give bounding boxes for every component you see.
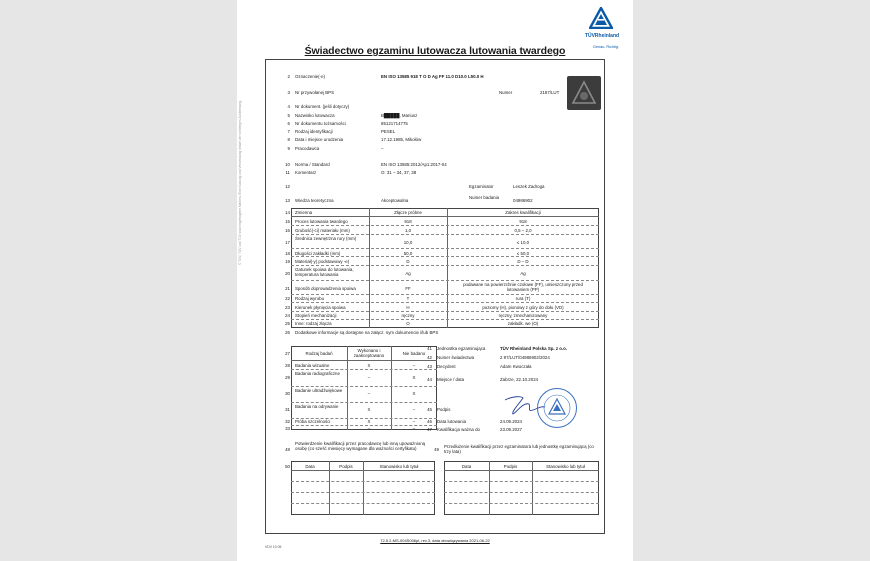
side-note: © TÜV, TÜV und TÜV sind eingetragene Marken. Eine Nutzung und Verwendung bedarf der vorherigen Zustimmung.	[238, 100, 242, 265]
row-number: 31	[285, 407, 290, 412]
param-variable: Proces lutowania twardego	[295, 219, 348, 224]
row-number: 12	[285, 184, 290, 189]
test-notdone-header: Nie badano	[402, 351, 426, 356]
param-sample: 50,0	[403, 251, 413, 256]
param-variable: Kierunek płynięcia spoiwa	[295, 305, 346, 310]
test-notdone: –	[412, 426, 416, 431]
test-notdone: –	[412, 407, 416, 412]
brazing-date-value: 24.09.2024	[500, 419, 522, 424]
row-number: 20	[285, 271, 290, 276]
test-done: –	[367, 375, 371, 380]
row-number: 18	[285, 251, 290, 256]
param-range: podawane na powierzchnie czołowe (FF), umieszczony przed lutowaniem (PP)	[463, 282, 583, 292]
row-number: 8	[287, 137, 290, 142]
test-done: X	[367, 407, 371, 412]
test-notdone: X	[412, 375, 416, 380]
position-column-header: Stanowisko lub tytuł	[379, 464, 419, 469]
signature-column-header: Podpis	[339, 464, 353, 469]
param-variable: Sposób doprowadzenia spoiwa	[295, 286, 356, 291]
param-range: ręczny, zmechanizowany	[498, 313, 548, 318]
row-number: 41	[427, 346, 432, 351]
row-number: 48	[285, 447, 290, 452]
body-label: Miejsce / data	[437, 377, 465, 382]
param-variable: Inne: rodzaj złącza	[295, 321, 332, 326]
test-notdone: –	[412, 363, 416, 368]
param-range: rura (T)	[515, 296, 531, 301]
param-range: poziomy (H), pionowy z góry do dołu (VD)	[482, 305, 564, 310]
seal-triangle-icon	[567, 76, 601, 110]
param-range: 918	[519, 219, 527, 224]
row-label: Nr dokumentu tożsamości	[295, 121, 346, 126]
test-type-header: Rodzaj badań	[305, 351, 333, 356]
form-code: 72.5.2-MS-004S006pl, rev.3, data obowiązywania 2021-06-22	[380, 538, 490, 543]
stamp-triangle-icon	[538, 389, 576, 427]
bps-number-value: 2187/LUT	[540, 90, 560, 95]
theory-value: Akceptowalna	[381, 198, 409, 203]
test-done-header: Wykonano i zaakceptowano	[353, 348, 385, 358]
test-done: X	[367, 363, 371, 368]
examiner-label: Egzaminator	[469, 184, 494, 189]
row-number: 26	[285, 330, 290, 335]
body-label: Kwalifikacja ważna do	[437, 427, 480, 432]
row-number: 42	[427, 355, 432, 360]
test-notdone: X	[412, 391, 416, 396]
body-label: Data lutowania	[437, 419, 467, 424]
id-type-value: PESEL	[381, 129, 396, 134]
exam-number-value: 04986902	[513, 198, 533, 203]
holographic-seal	[567, 76, 601, 110]
row-label: Data i miejsce urodzenia	[295, 137, 344, 142]
param-variable: Rodzaj wyrobu	[295, 296, 325, 301]
place-date-value: Zabrze, 22.10.2024	[500, 377, 539, 382]
bps-number-label: Numer	[499, 90, 513, 95]
certificate-number-value: 2 87/LUT/04986902/2024	[500, 355, 550, 360]
param-sample: 918	[404, 219, 412, 224]
decision-maker-value: Adam Kwoczała	[500, 364, 532, 369]
row-number: 44	[427, 377, 432, 382]
test-type: Badania na odrywanie	[295, 404, 339, 409]
test-notdone: –	[412, 419, 416, 424]
param-range: zakładk. we (O)	[507, 321, 539, 326]
row-number: 7	[287, 129, 290, 134]
param-variable: Grubość(-ci) materiału (mm)	[295, 228, 350, 233]
examining-body-value: TÜV Rheinland Polska Sp. z o.o.	[500, 346, 568, 351]
standard-value: EN ISO 13585:2012/Ap1:2017-04	[381, 162, 447, 167]
row-number: 3	[287, 90, 290, 95]
test-done: X	[367, 419, 371, 424]
body-label: Decydent	[437, 364, 456, 369]
logo-text: TÜVRheinland	[584, 33, 620, 39]
document-title: Świadectwo egzaminu lutowacza lutowania twardego	[304, 45, 566, 57]
row-number: 11	[285, 170, 290, 175]
position-column-header: Stanowisko lub tytuł	[546, 464, 585, 469]
variable-header: Zmienna	[295, 210, 313, 215]
test-type: Próba szczelności	[295, 419, 331, 424]
test-done: –	[367, 426, 371, 431]
row-label: Norma / Standard	[295, 162, 330, 167]
row-number: 17	[285, 240, 290, 245]
row-number: 15	[285, 219, 290, 224]
param-sample: FF	[405, 286, 411, 291]
row-number: 23	[285, 305, 290, 310]
company-stamp	[537, 388, 577, 428]
row-number: 24	[285, 313, 290, 318]
param-sample: 10,0	[403, 240, 413, 245]
exam-number-label: Numer badania	[469, 195, 500, 200]
param-range: ≤ 50,0	[516, 251, 530, 256]
param-variable: Średnica zewnętrzna rury (mm)	[295, 236, 357, 241]
param-variable: Długości zakładki (mm)	[295, 251, 341, 256]
row-label: Wiedza teoretyczna	[295, 198, 334, 203]
param-range: 0,5 – 2,0	[514, 228, 532, 233]
birth-value: 17.12.1985, Mikołów	[381, 137, 422, 142]
param-range: D – D	[517, 259, 529, 264]
row-number: 43	[427, 364, 432, 369]
valid-until-value: 23.09.2027	[500, 427, 522, 432]
row-number: 14	[285, 210, 290, 215]
test-type: Badanie ultradźwiękowe	[295, 388, 343, 393]
param-sample: T	[406, 296, 410, 301]
examiner-value: Leszek Zadroga	[513, 184, 545, 189]
employer-confirmation-text: Potwierdzenie kwalifikacji przez pracodawcę lub inną upoważnioną osobę (co sześć miesięcy wymagane dla ważności certyfikatu)	[295, 441, 426, 451]
row-number: 33	[285, 426, 290, 431]
row-number: 25	[285, 321, 290, 326]
extension-text: Przedłużenie kwalifikacji przez egzaminatora lub jednostkę egzaminującą (co trzy lata)	[444, 444, 594, 454]
test-type: Badania wizualne	[295, 363, 330, 368]
row-number: 45	[427, 407, 432, 412]
row-label: Rodzaj identyfikacji	[295, 129, 333, 134]
row-number: 10	[285, 162, 290, 167]
certificate-page	[237, 0, 633, 561]
row-number: 22	[285, 296, 290, 301]
param-variable: Materiał(-y) podstawowy -e)	[295, 259, 350, 264]
id-document-value: 85121714775	[381, 121, 408, 126]
row-number: 30	[285, 391, 290, 396]
row-label: Nr dokument. (jeśli dotyczy)	[295, 104, 350, 109]
row-number: 13	[285, 198, 290, 203]
param-sample: 1,0	[404, 228, 412, 233]
row-number: 50	[285, 464, 290, 469]
row-label: Nr przywołanej BPS	[295, 90, 335, 95]
param-sample: D	[406, 259, 410, 264]
row-number: 27	[285, 351, 290, 356]
employer-value: –	[381, 146, 384, 151]
row-number: 28	[285, 363, 290, 368]
small-code: VDV 10.05	[265, 545, 282, 549]
comment-value: O: 31 – 34, 37, 38	[381, 170, 417, 175]
row-number: 47	[427, 427, 432, 432]
row-number: 9	[287, 146, 290, 151]
date-column-header: Data	[461, 464, 472, 469]
param-sample: ręczny	[401, 313, 415, 318]
body-label: Jednostka egzaminująca	[437, 346, 486, 351]
tuv-triangle-icon	[589, 7, 613, 29]
row-label: Oznaczenie(-e)	[295, 74, 326, 79]
param-sample: Ag	[405, 271, 411, 276]
range-header: Zakres kwalifikacji	[505, 210, 541, 215]
welder-name-value: B█████, Mariusz	[381, 113, 418, 118]
designation-value: EN ISO 13585 918 T O D Ag FF 11.0 D10.0 L50.0 H	[381, 74, 484, 79]
test-done: –	[367, 391, 371, 396]
row-number: 4	[287, 104, 290, 109]
param-range: ≤ 10,0	[516, 240, 530, 245]
logo-slogan: Genau. Richtig.	[592, 45, 620, 49]
row-number: 49	[434, 447, 439, 452]
test-type: Badania radiograficzne	[295, 371, 340, 376]
row-number: 21	[285, 286, 290, 291]
row-number: 29	[285, 375, 290, 380]
row-number: 16	[285, 228, 290, 233]
row-number: 2	[287, 74, 290, 79]
row-number: 5	[287, 113, 290, 118]
additional-info: Dodatkowe informacje są dostępne na załącz. nym dokumencie i/lub BPS	[295, 330, 439, 335]
sample-header: Złącze próbne	[394, 210, 422, 215]
row-number: 32	[285, 419, 290, 424]
body-label: Numer świadectwa	[437, 355, 475, 360]
row-number: 6	[287, 121, 290, 126]
row-label: Nazwisko lutowacza	[295, 113, 335, 118]
param-variable: Gatunek spoiwa do lutowania, temperatura lutowania	[295, 267, 354, 277]
row-label: Pracodawca	[295, 146, 320, 151]
row-number: 46	[427, 419, 432, 424]
param-variable: Stopień mechanizacji	[295, 313, 337, 318]
row-label: Komentarz	[295, 170, 317, 175]
param-sample: O	[406, 321, 410, 326]
signature-column-header: Podpis	[503, 464, 518, 469]
param-range: Ag	[520, 271, 526, 276]
param-sample: H	[406, 305, 410, 310]
row-number: 19	[285, 259, 290, 264]
signature-label: Podpis	[437, 407, 451, 412]
date-column-header: Data	[305, 464, 315, 469]
